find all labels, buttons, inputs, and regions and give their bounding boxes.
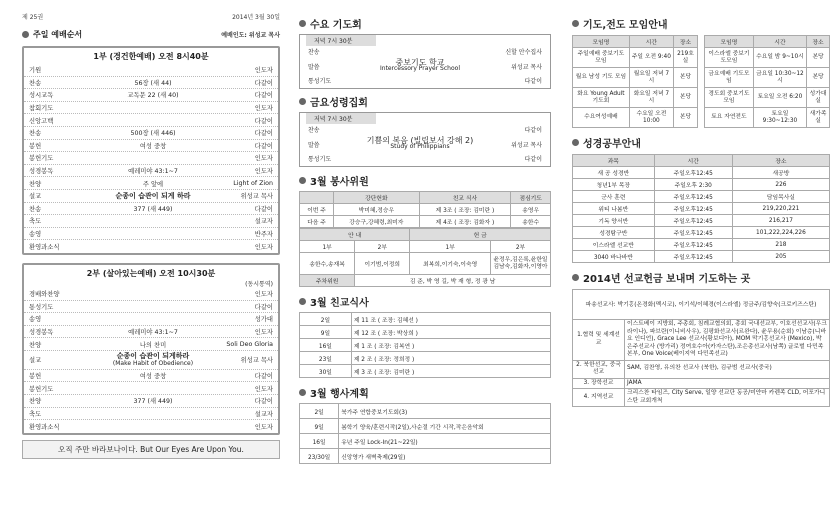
table-row: 9일 봄학기 양육/훈련시작(2일),사순절 기간 시작,작은음악회 [300,419,551,434]
order-detail: 500장 (새 446) [130,130,176,138]
table-row: 금요예배 기도모임 금요일 10:30~12시 본당 [705,68,830,88]
table-row: 송한수,송재복 이기범,이정희 최복희,이기숙,이숙영 윤정우,김은록,윤한일 김남숙,김화자,이영아 [300,253,551,275]
table-row: 이스라엘 중보기도모임 수요일 밤 9~10시 본당 [705,48,830,68]
prayer-tables [572,35,830,128]
order-row [24,152,278,165]
order-row [24,165,278,178]
order-item: 봉헌기도 [29,155,54,163]
table-row: 30일 제 3 조 ( 조장: 김미란 ) [300,365,551,378]
prayer-table-left [572,35,698,128]
sunday-title: 주일 예배순서 예배인도: 위성교 목사 [22,29,280,40]
table-row: 수요여성예배 수요일 오전 10:00 본당 [573,108,698,128]
order-row [24,351,278,370]
events-title: 3월 행사계획 [299,385,551,400]
table-header: 점심기도 [511,192,551,204]
table-header: 시간 [629,36,673,48]
table-row: 9일 제 12 조 ( 조장: 박상희 ) [300,326,551,339]
table-row: 다음 주 강승구,강혜령,최미자 제 4조 ( 조장: 김화자 ) 송한수 [300,216,551,228]
order-item: 환영과소식 [29,424,60,432]
order-leader: Soli Deo Gloria [226,340,273,348]
table-row: 월요 남성 기도 모임 월요일 저녁 7시 본당 [573,68,698,88]
order-item: 성시교독 [29,92,54,100]
order-leader: 다같이 [254,373,273,381]
fri-time: 저녁 7시 30분 [306,113,376,124]
mission-title: 2014년 선교헌금 보내며 기도하는 곳 [572,270,830,285]
issue-date: 2014년 3월 30일 [232,14,280,21]
service1-box [22,46,280,255]
order-item: 환영과소식 [29,244,60,252]
order-row: 통성기도 다같이 [308,78,542,85]
order-leader: 인도자 [254,291,273,299]
table-row: 성경탐구반 주일오후12:45 101,222,224,226 [573,227,830,239]
table-row: 2일 북가주 연합중보기도회(3) [300,404,551,419]
order-row [24,215,278,228]
table-row: 파송선교사: 박기홍(온경화(멕시코), 이기석/이혜경(이스라엘) 정금주/김향숙(크로키즈스탄) [573,290,830,320]
order-detail: 예레미야 43:1~7 [128,328,178,336]
bullet-icon [299,389,306,396]
order-leader: Light of Zion [233,179,273,187]
volunteers-table [299,191,551,228]
order-leader: 다같이 [254,398,273,406]
table-row: 이번 주 박미혜,정승우 제 3조 ( 조장: 김미란 ) 송영우 [300,204,551,216]
bullet-icon [572,274,579,281]
bullet-icon [572,20,579,27]
table-row: 3. 장학선교 JAMA [573,378,830,389]
order-row [24,89,278,102]
service2-box [22,263,280,435]
order-leader: 다같이 [254,92,273,100]
middle-column [299,0,551,507]
table-row: 3040 바나바반 주일오후12:45 205 [573,251,830,263]
offering-table: 안 내 헌 금 1부 2부 1부 2부 송한수,송재복 이기범,이정희 최복희,이기숙,이숙영 윤정우,김은록,윤한일 김남숙,김화자,이영아 주차위원 김 준, 박 영 길, 박 재 형, 정 광 남 [299,228,551,287]
bullet-icon [299,98,306,105]
table-header: 과목 [573,155,655,167]
order-item: 경배와찬양 [29,291,60,299]
order-row [24,301,278,314]
order-leader: 인도자 [254,105,273,113]
order-detail: 377 (새 449) [133,398,173,406]
study-table [572,154,830,263]
preacher-label: 예배인도: 위성교 목사 [221,32,280,39]
order-detail: 주 앞에 [142,180,164,188]
order-leader: 설교자 [254,218,273,226]
order-item: 봉헌 [29,373,42,381]
table-header: 시간 [753,36,806,48]
order-detail: 56장 (새 44) [134,79,172,87]
order-detail: 순종이 습관이 되게하라 (Make Habit of Obedience) [112,351,194,367]
bullet-icon [299,177,306,184]
order-item: 성경봉독 [29,328,54,336]
order-leader: 다같이 [254,205,273,213]
order-item: 찬송 [29,205,42,213]
order-row [24,140,278,153]
study-title: 성경공부안내 [572,135,830,150]
table-row: 위티 나봄반 주일오후12:45 219,220,221 [573,203,830,215]
events-table [299,403,551,464]
order-leader: 다같이 [254,79,273,87]
order-row [24,382,278,395]
order-leader: 설교자 [254,410,273,418]
fellowship-title: 3월 친교식사 [299,294,551,309]
footer-banner: 오직 주만 바라보나이다. But Our Eyes Are Upon You. [22,440,280,459]
order-item: 통성기도 [29,303,54,311]
order-row [24,102,278,115]
table-header: 시간 [654,155,732,167]
order-row [24,288,278,301]
fellowship-table [299,312,551,378]
fri-title: 금요성령집회 [299,94,551,109]
table-row: 군사 훈련 주일오후12:45 담임목사실 [573,191,830,203]
order-detail: 순종이 습관이 되게 하라 [115,191,191,200]
order-item: 찬송 [29,130,42,138]
order-row [24,408,278,421]
order-row [24,203,278,216]
bullet-icon [299,20,306,27]
order-detail: 교독문 22 (새 40) [127,92,179,100]
right-column [572,0,830,507]
prayer-table-right [704,35,830,128]
order-row [24,228,278,241]
order-item: 찬양 [29,180,42,188]
order-item: 찬양 [29,398,42,406]
order-leader: 인도자 [254,424,273,432]
bullet-icon [22,31,29,38]
order-item: 송영 [29,231,42,239]
order-row [24,190,278,203]
table-row: 새 공 성경반 주일오후12:45 새공방 [573,167,830,179]
order-row: 찬송 다같이 [308,127,542,134]
order-leader: 인도자 [254,168,273,176]
wed-title: 수요 기도회 [299,16,551,31]
order-detail: 예레미야 43:1~7 [128,168,178,176]
table-row: 16일 제 1 조 ( 조장: 김복연 ) [300,339,551,352]
order-row [24,370,278,383]
order-row [24,240,278,253]
table-row: 23/30일 신앙영가 새벽축제(29일) [300,449,551,464]
table-header: 모임명 [705,36,754,48]
prayer-title: 기도,전도 모임안내 [572,16,830,31]
order-detail: 여성 중창 [139,142,167,150]
order-item: 봉헌기도 [29,385,54,393]
service1-heading: 1부 (경건한예배) 오전 8시40분 [93,52,209,61]
wed-box [299,34,551,89]
bullet-icon [572,139,579,146]
order-row [24,338,278,351]
order-leader: 인도자 [254,385,273,393]
table-header: 장소 [673,36,697,48]
order-row [24,127,278,140]
order-row [24,64,278,77]
table-row: 2. 북한선교, 중국선교 SAM, 김찬영, 유의찬 선교사 (북한), 김규범 선교사(중국) [573,360,830,378]
table-row: 16일 유년 주일 Lock-In(21~22일) [300,434,551,449]
order-leader: 다같이 [254,303,273,311]
order-leader: 위성교 목사 [240,357,273,365]
table-row: 경도회 중보기도모임 토요일 오전 6:20 성가대실 [705,88,830,108]
table-header [300,192,334,204]
order-item: 송영 [29,316,42,324]
volunteers-title: 3월 봉사위원 [299,173,551,188]
order-row [24,77,278,90]
table-header: 강단헌화 [334,192,419,204]
order-leader: 성가대 [254,316,273,324]
order-row [24,114,278,127]
order-leader: 다같이 [254,142,273,150]
order-item: 신앙고백 [29,117,54,125]
order-item: 축도 [29,218,42,226]
order-item: 성경봉독 [29,168,54,176]
order-leader: 인도자 [254,244,273,252]
order-leader: 인도자 [254,328,273,336]
order-row [24,326,278,339]
order-item: 설교 [29,357,42,365]
table-row: 2일 제 11 조 ( 조장: 김혜선 ) [300,313,551,326]
table-header: 친교 식사 [419,192,511,204]
fri-box [299,112,551,167]
order-row [24,395,278,408]
table-row: 23일 제 2 조 ( 조장: 정희정 ) [300,352,551,365]
order-detail: 377 (새 449) [133,205,173,213]
wed-time: 저녁 7시 30분 [306,35,376,46]
order-detail: 여성 중창 [139,373,167,381]
table-row: 주일예배 중보기도모임 주일 오전 9:40 219호실 [573,48,698,68]
table-header: 안 내 [300,229,410,241]
table-header: 모임명 [573,36,630,48]
order-leader: 다같이 [254,130,273,138]
page-header [22,12,280,21]
table-row: 1.협력 및 세계선교 이스트베이 지방회, 주총회, 침례교협의회, 총회 국내선교부, 이호선선교사(우크라이나), 파브란(이니비사우), 김평화선교사(르완다), 윤무용(순회) 이남층(니바요 인디언), Grace Lee 선교사(황보디아), MOM 막기홍선교사 (Mexico), 박은주선교사 (방가리) 정여호수아(카자스탄),조은총선교사(남쪽) 글로벌 다민족 본부, One Voice(베이지역 다민족선교) [573,320,830,361]
order-item: 봉헌 [29,142,42,150]
issue-number: 제 25권 [22,14,44,21]
table-header: 장소 [807,36,830,48]
table-row: 화요 Young Adult 기도회 화요일 저녁 7시 본당 [573,88,698,108]
order-item: 찬양 [29,341,42,349]
table-row: 4. 지역선교 크리스찬 타임즈, City Serve, 일양 선교단 동공/미얀마 카렌족 CLD, 어포가니스탄 교회개척 [573,389,830,407]
table-row: 청년1부 목장 주일오후 2:30 226 [573,179,830,191]
service2-heading: 2부 (살아있는예배) 오전 10시30분 [86,268,216,278]
order-leader: 위성교 목사 [240,193,273,201]
table-row: 기독 양서반 주일오후12:45 216,217 [573,215,830,227]
order-row: 말씀 중보기도 학교 Intercessory Prayer School 위성교 목사 [308,57,542,72]
order-leader: 인도자 [254,67,273,75]
table-row: 토요 자연전도 토요일 9:30~12:30 새가족실 [705,108,830,128]
order-leader: 다같이 [254,117,273,125]
order-leader: 반주자 [254,231,273,239]
order-row: 통성기도 다같이 [308,156,542,163]
order-row [24,313,278,326]
order-row [24,420,278,433]
order-item: 축도 [29,410,42,418]
sunday-column [22,0,280,507]
interpretation-note: (동시통역) [245,280,273,288]
order-item: 찬송 [29,79,42,87]
order-item: 기원 [29,67,42,75]
order-detail: 나의 찬미 [139,341,167,349]
order-leader: 인도자 [254,155,273,163]
table-row: 주차위원 김 준, 박 영 길, 박 재 형, 정 광 남 [300,275,551,287]
table-header: 헌 금 [410,229,551,241]
order-row: 말씀 기쁨의 복음 (빌립보서 강해 2) Study of Philippians 위성교 목사 [308,135,542,150]
bullet-icon [299,298,306,305]
order-row [24,177,278,190]
order-item: 참회기도 [29,105,54,113]
table-row: 이스라엘 선교반 주일오후12:45 218 [573,239,830,251]
order-row: 찬송 신할 안수집사 [308,49,542,56]
mission-table [572,289,830,407]
table-header: 장소 [732,155,829,167]
order-item: 설교 [29,193,42,201]
